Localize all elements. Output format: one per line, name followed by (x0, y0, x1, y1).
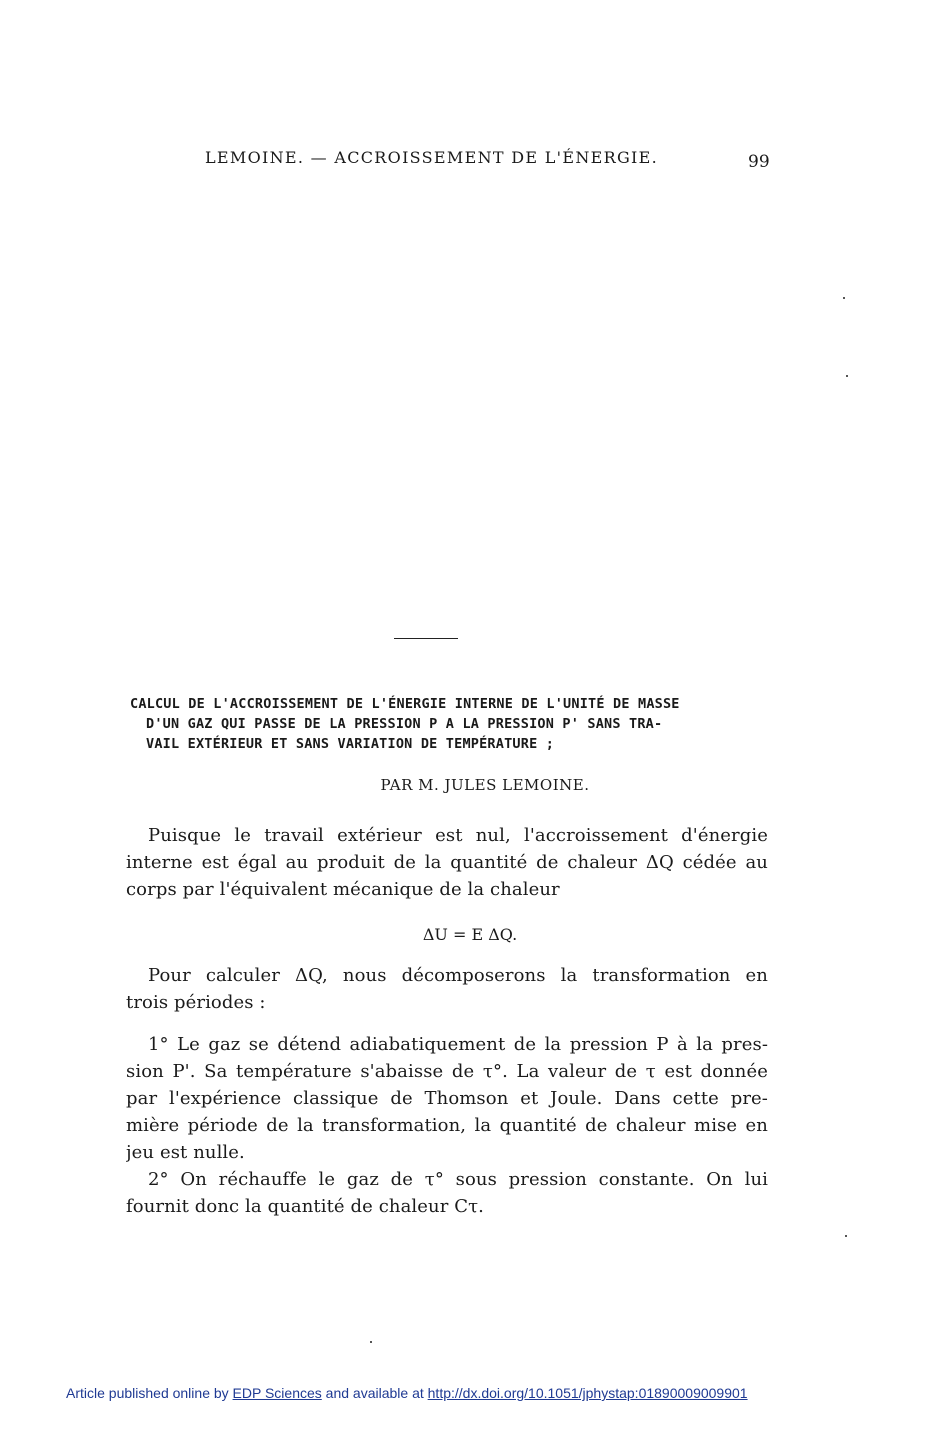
paragraph-4 (126, 1166, 768, 1220)
equation: ΔU = E ΔQ. (422, 925, 518, 944)
section-rule (394, 638, 458, 639)
text-line: jeu est nulle. (126, 1142, 245, 1163)
text-line: fournit donc la quantité de chaleur Cτ. (126, 1196, 484, 1217)
print-speck (846, 375, 848, 377)
doi-link[interactable]: http://dx.doi.org/10.1051/jphystap:01890009009901 (427, 1385, 748, 1401)
text-line: 2° On réchauffe le gaz de τ° sous pression constante. On lui (148, 1169, 768, 1190)
title-line: VAIL EXTÉRIEUR ET SANS VARIATION DE TEMPÉRATURE ; (146, 736, 555, 752)
text-line: Pour calculer ΔQ, nous décomposerons la transformation en (148, 965, 768, 986)
text-line: par l'expérience classique de Thomson et Joule. Dans cette pre- (126, 1088, 768, 1109)
text-line: interne est égal au produit de la quantité de chaleur ΔQ cédée au (126, 852, 768, 873)
print-speck (370, 1341, 372, 1343)
running-head: LEMOINE. — ACCROISSEMENT DE L'ÉNERGIE. (205, 148, 659, 167)
page-number: 99 (748, 152, 770, 172)
text-line: Puisque le travail extérieur est nul, l'accroissement d'énergie (148, 825, 768, 846)
publication-footer (66, 1385, 748, 1401)
paragraph-1 (126, 822, 768, 903)
paragraph-3 (126, 1031, 768, 1166)
text-line: 1° Le gaz se détend adiabatiquement de la pression P à la pres- (148, 1034, 768, 1055)
paragraph-2 (126, 962, 768, 1016)
publisher-link[interactable]: EDP Sciences (232, 1385, 322, 1401)
text-line: mière période de la transformation, la quantité de chaleur mise en (126, 1115, 768, 1136)
title-line: CALCUL DE L'ACCROISSEMENT DE L'ÉNERGIE INTERNE DE L'UNITÉ DE MASSE (130, 696, 680, 712)
text-line: sion P'. Sa température s'abaisse de τ°. La valeur de τ est donnée (126, 1061, 768, 1082)
print-speck (845, 1235, 847, 1237)
text-line: trois périodes : (126, 992, 266, 1013)
print-speck (843, 297, 845, 299)
footer-middle: and available at (321, 1385, 428, 1401)
article-title (130, 694, 770, 754)
footer-prefix: Article published online by (66, 1385, 233, 1401)
title-line: D'UN GAZ QUI PASSE DE LA PRESSION P A LA PRESSION P' SANS TRA- (146, 716, 663, 732)
author-byline: PAR M. JULES LEMOINE. (380, 776, 590, 794)
text-line: corps par l'équivalent mécanique de la chaleur (126, 879, 560, 900)
